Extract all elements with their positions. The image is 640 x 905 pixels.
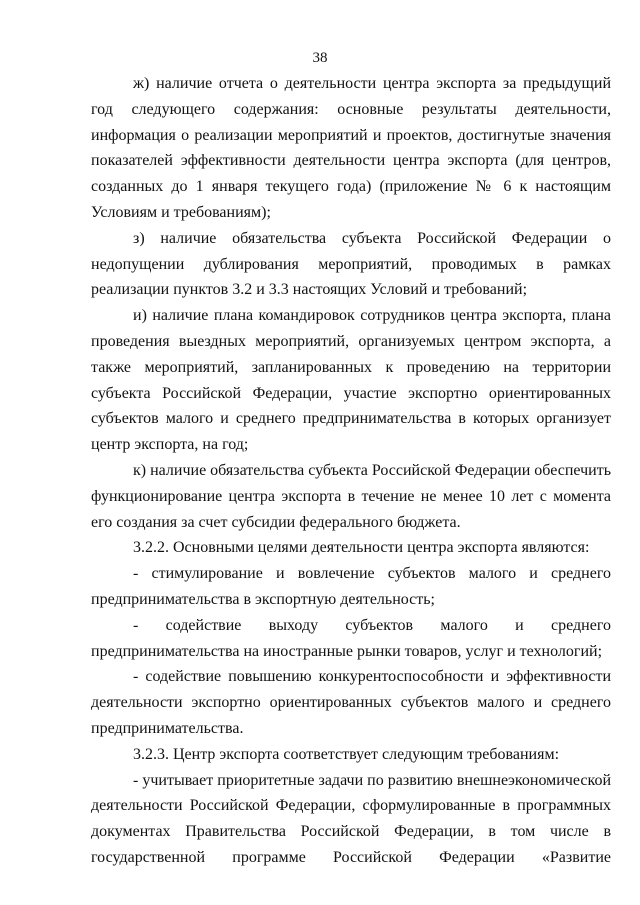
paragraph-i: и) наличие плана командировок сотрудников центра экспорта, плана проведения выездных мероприятий, организуемых центром экспорта, а также мероприятий, запланированных к проведению на территории субъекта Российской Федерации, участие экспортно ориентированных субъектов малого и среднего предпринимательства в которых организует центр экспорта, на год; (91, 307, 611, 454)
list-item-foreign-markets: - содействие выходу субъектов малого и среднего предпринимательства на иностранные рынки товаров, услуг и технологий; (91, 616, 611, 660)
document-body (91, 71, 611, 871)
paragraph-zh: ж) наличие отчета о деятельности центра экспорта за предыдущий год следующего содержания: основные результаты деятельности, информация о реализации мероприятий и проектов, достигнутые значения показателей эффективности деятельности центра экспорта (для центров, созданных до 1 января текущего года) (приложение № 6 к настоящим Условиям и требованиям); (91, 75, 611, 221)
list-item-competitiveness: - содействие повышению конкурентоспособности и эффективности деятельности экспортно ориентированных субъектов малого и среднего предпринимательства. (91, 668, 611, 737)
page-number: 38 (312, 50, 328, 66)
paragraph-3-2-2: 3.2.2. Основными целями деятельности центра экспорта являются: (133, 539, 590, 557)
list-item-stimulation: - стимулирование и вовлечение субъектов малого и среднего предпринимательства в экспортную деятельность; (91, 565, 611, 608)
list-item-priorities: - учитывает приоритетные задачи по развитию внешнеэкономической деятельности Российской Федерации, сформулированные в программных документах Правительства Российской Федерации, в том числе в государственной программе Российской Федерации «Развитие (91, 771, 611, 866)
paragraph-k: к) наличие обязательства субъекта Российской Федерации обеспечить функционирование центра экспорта в течение не менее 10 лет с момента его создания за счет субсидии федерального бюджета. (91, 461, 611, 531)
paragraph-z: з) наличие обязательства субъекта Российской Федерации о недопущении дублирования мероприятий, проводимых в рамках реализации пунктов 3.2 и 3.3 настоящих Условий и требований; (91, 229, 611, 299)
paragraph-3-2-3: 3.2.3. Центр экспорта соответствует следующим требованиям: (133, 745, 560, 763)
